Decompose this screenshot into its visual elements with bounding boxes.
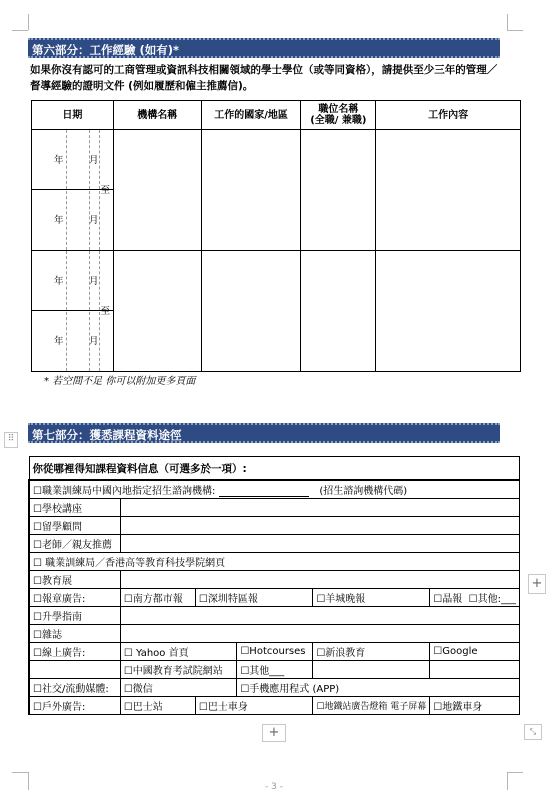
- option-mtr-lightbox[interactable]: ☐地鐵站廣告燈箱 電子屏幕: [313, 697, 430, 715]
- option-nanfang[interactable]: ☐南方都市報: [120, 589, 195, 607]
- section6-title: 第六部分：工作經驗 (如有)*: [28, 38, 500, 58]
- crop-mark-top-right-h: [507, 30, 523, 31]
- option-shenzhen[interactable]: ☐深圳特區報: [195, 589, 312, 607]
- source-row[interactable]: [29, 589, 520, 607]
- option-newspaper-other: ☐其他:___: [468, 594, 516, 605]
- space-note: * 若空間不足 你可以附加更多頁面: [44, 376, 196, 387]
- header-date: 日期: [32, 101, 114, 130]
- source-row[interactable]: [29, 499, 520, 517]
- page-number: - 3 -: [265, 782, 283, 792]
- source-row[interactable]: [29, 480, 520, 499]
- to-year-label: 年: [54, 215, 64, 226]
- work-experience-table: [31, 100, 521, 372]
- duties-cell[interactable]: [376, 251, 521, 372]
- source-website[interactable]: ☐ 職業訓練局／香港高等教育科技學院網頁: [29, 553, 520, 571]
- source-row[interactable]: [29, 535, 520, 553]
- to-year-label: 年: [54, 336, 64, 347]
- source-referral[interactable]: ☐老師／親友推薦: [29, 535, 120, 553]
- country-cell[interactable]: [201, 251, 301, 372]
- crop-mark-top-left-v: [28, 14, 29, 30]
- option-google[interactable]: ☐Google: [430, 643, 520, 661]
- option-sina[interactable]: ☐新浪教育: [313, 643, 430, 661]
- source-guide[interactable]: ☐升學指南: [29, 607, 120, 625]
- institution-cell[interactable]: [113, 251, 201, 372]
- option-hotcourses[interactable]: ☐Hotcourses: [237, 643, 313, 661]
- source-row[interactable]: [29, 553, 520, 571]
- source-magazine[interactable]: ☐雜誌: [29, 625, 120, 643]
- to-label: 至: [100, 185, 110, 196]
- source-row[interactable]: [29, 517, 520, 535]
- duties-cell[interactable]: [376, 130, 521, 251]
- source-expo[interactable]: ☐教育展: [29, 571, 120, 589]
- source-social-media[interactable]: ☐社交/流動媒體:: [29, 679, 120, 697]
- to-month-label: 月: [89, 336, 99, 347]
- position-cell[interactable]: [301, 130, 376, 251]
- to-label: 至: [100, 306, 110, 317]
- add-row-button[interactable]: +: [262, 724, 286, 742]
- date-range-cell[interactable]: [32, 130, 114, 251]
- header-institution: 機構名稱: [113, 101, 201, 130]
- add-column-button[interactable]: +: [528, 574, 546, 594]
- date-range-cell[interactable]: [32, 251, 114, 372]
- header-country: 工作的國家/地區: [201, 101, 301, 130]
- crop-mark-top-left-h: [12, 30, 28, 31]
- from-year-label: 年: [54, 155, 64, 166]
- crop-mark-bottom-right-h: [507, 772, 523, 773]
- institution-cell[interactable]: [113, 130, 201, 251]
- source-row[interactable]: [29, 607, 520, 625]
- work-table-header-row: [32, 101, 521, 130]
- agency-code-line[interactable]: [219, 485, 309, 497]
- source-school-talk[interactable]: ☐學校講座: [29, 499, 120, 517]
- option-mtr-body[interactable]: ☐地鐵車身: [430, 697, 520, 715]
- option-wechat[interactable]: ☐微信: [120, 679, 237, 697]
- source-outdoor[interactable]: ☐戶外廣告:: [29, 697, 120, 715]
- source-online-ad[interactable]: ☐線上廣告:: [29, 643, 120, 661]
- source-row[interactable]: [29, 697, 520, 715]
- crop-mark-top-right-v: [507, 14, 508, 30]
- option-yahoo[interactable]: ☐ Yahoo 首頁: [120, 643, 237, 661]
- country-cell[interactable]: [201, 130, 301, 251]
- source-row[interactable]: [29, 625, 520, 643]
- from-year-label: 年: [54, 276, 64, 287]
- source-row[interactable]: [29, 571, 520, 589]
- source-row[interactable]: [29, 643, 520, 661]
- source-table: [28, 456, 520, 715]
- work-entry-row[interactable]: [32, 130, 521, 251]
- option-neea[interactable]: ☐中國教育考試院網站: [120, 661, 237, 679]
- position-cell[interactable]: [301, 251, 376, 372]
- from-month-label: 月: [89, 276, 99, 287]
- option-jingbao[interactable]: ☐晶報 ☐其他:___: [430, 589, 520, 607]
- header-position: 職位名稱 (全職/ 兼職): [301, 101, 376, 130]
- source-newspaper[interactable]: ☐報章廣告:: [29, 589, 120, 607]
- source-consultant[interactable]: ☐留學顧問: [29, 517, 120, 535]
- option-bus-body[interactable]: ☐巴士車身: [195, 697, 312, 715]
- option-yangcheng[interactable]: ☐羊城晚報: [313, 589, 430, 607]
- option-app[interactable]: ☐手機應用程式 (APP): [237, 679, 520, 697]
- from-month-label: 月: [89, 155, 99, 166]
- section7-title: 第七部分：獲悉課程資料途徑: [28, 423, 500, 443]
- work-entry-row[interactable]: [32, 251, 521, 372]
- crop-mark-bottom-left-h: [12, 772, 28, 773]
- to-month-label: 月: [89, 215, 99, 226]
- option-bus-stop[interactable]: ☐巴士站: [120, 697, 195, 715]
- resize-handle-icon[interactable]: ⤡: [524, 724, 542, 740]
- option-online-other[interactable]: ☐其他___: [237, 661, 313, 679]
- source-row[interactable]: [29, 679, 520, 697]
- source-row[interactable]: [29, 661, 520, 679]
- source-question: 你從哪裡得知課程資料信息（可選多於一項）:: [29, 457, 520, 481]
- section6-intro: 如果你沒有認可的工商管理或資訊科技相關領域的學士學位（或等同資格），請提供至少三年的管理／督導經驗的證明文件 (例如履歷和僱主推薦信)。: [30, 64, 498, 92]
- header-duties: 工作內容: [376, 101, 521, 130]
- source-vtc-agency[interactable]: ☐職業訓練局中國內地指定招生諮詢機構: (招生諮詢機構代碼): [29, 480, 520, 499]
- drag-handle-icon[interactable]: ⠿: [4, 432, 18, 448]
